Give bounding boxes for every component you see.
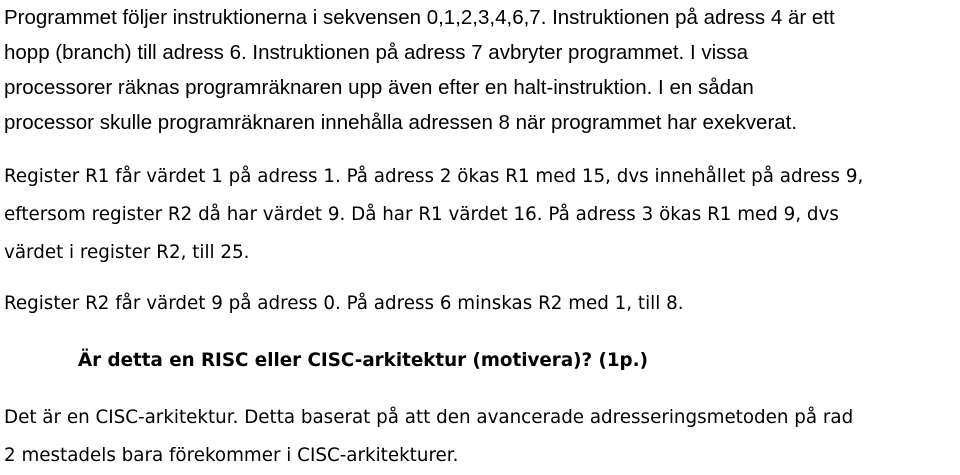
document-page bbox=[4, 0, 958, 466]
text-line: hopp (branch) till adress 6. Instruktionen på adress 7 avbryter programmet. I vissa bbox=[4, 41, 749, 64]
paragraph-register-r2 bbox=[4, 285, 684, 323]
text-line: eftersom register R2 då har värdet 9. Då har R1 värdet 16. På adress 3 ökas R1 med 9, dvs bbox=[4, 204, 839, 225]
text-line: processorer räknas programräknaren upp även efter en halt-instruktion. I en sådan bbox=[4, 76, 754, 99]
text-line: Register R1 får värdet 1 på adress 1. På adress 2 ökas R1 med 15, dvs innehållet på adress 9, bbox=[4, 166, 864, 187]
text-line: processor skulle programräknaren innehålla adressen 8 när programmet har exekverat. bbox=[4, 111, 798, 134]
paragraph-program-sequence bbox=[4, 0, 835, 140]
text-line: Register R2 får värdet 9 på adress 0. På adress 6 minskas R2 med 1, till 8. bbox=[4, 293, 684, 314]
text-line: 2 mestadels bara förekommer i CISC-arkitekturer. bbox=[4, 445, 459, 466]
question-heading: Är detta en RISC eller CISC-arkitektur (motivera)? (1p.) bbox=[78, 350, 648, 371]
text-line: Det är en CISC-arkitektur. Detta baserat på att den avancerade adresseringsmetoden på rad bbox=[4, 407, 854, 428]
paragraph-register-r1 bbox=[4, 158, 863, 272]
text-line: värdet i register R2, till 25. bbox=[4, 242, 250, 263]
paragraph-answer bbox=[4, 399, 853, 475]
text-line: Programmet följer instruktionerna i sekvensen 0,1,2,3,4,6,7. Instruktionen på adress 4 är ett bbox=[4, 6, 835, 29]
